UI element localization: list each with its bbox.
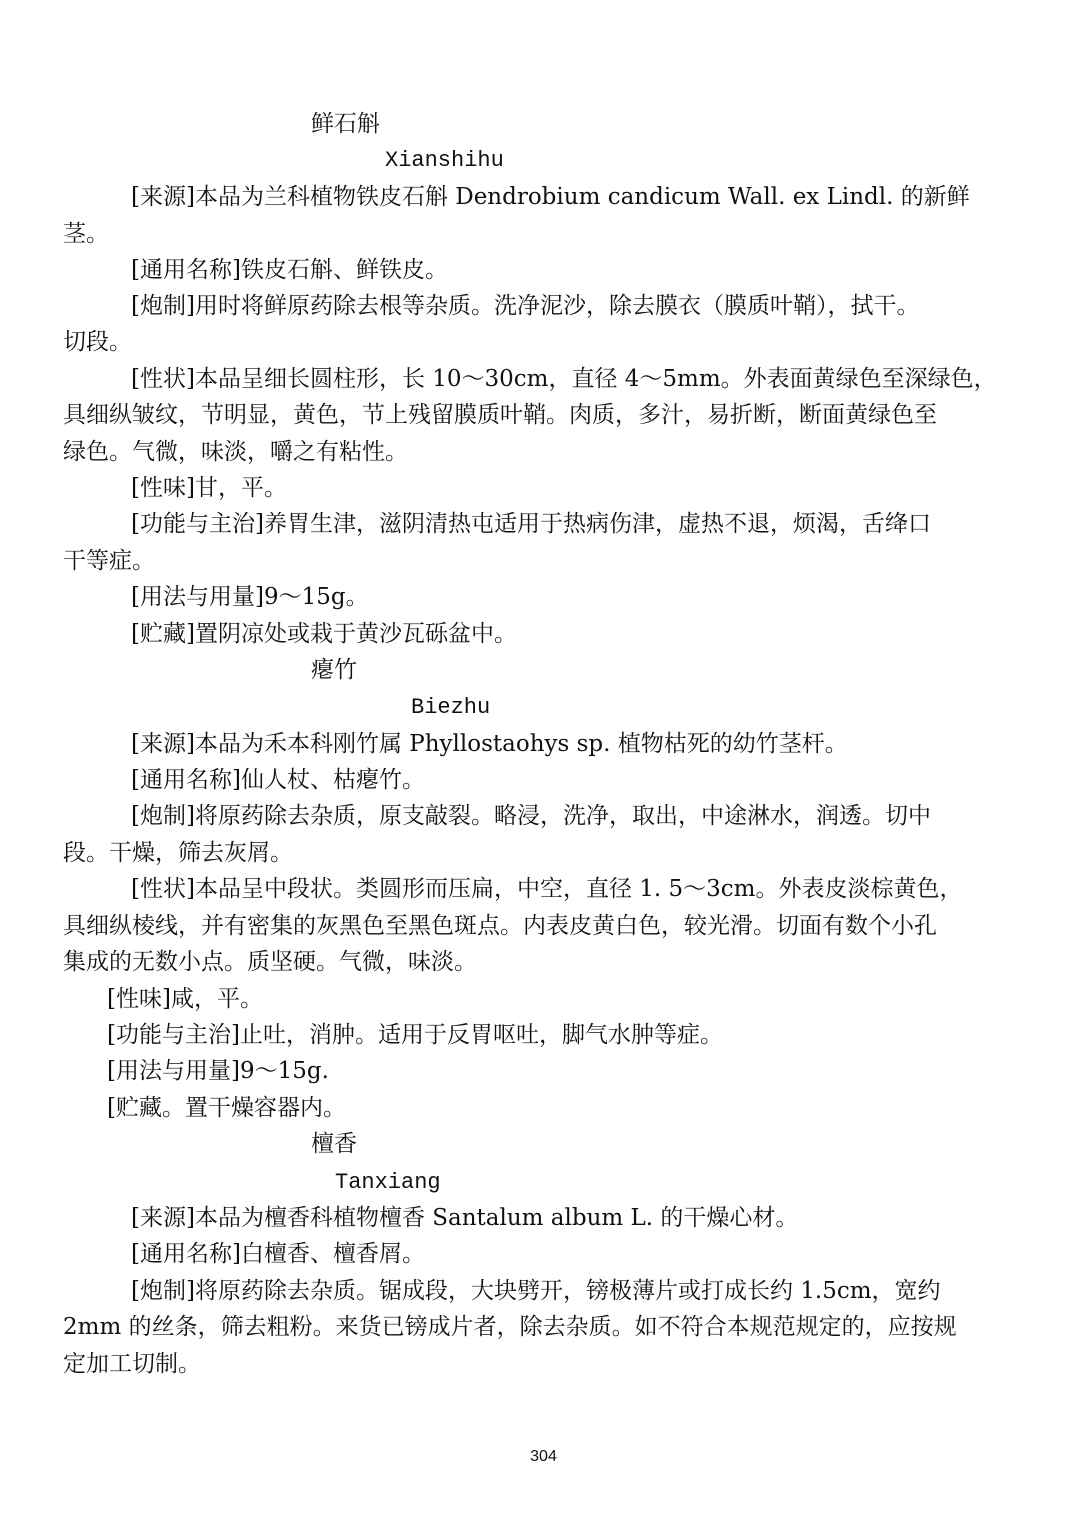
paragraph-line: [贮藏]置阴凉处或栽于黄沙瓦砾盆中。	[131, 621, 517, 647]
herb-pinyin-tanxiang: Tanxiang	[335, 1170, 441, 1195]
paragraph-line: [通用名称]白檀香、檀香屑。	[131, 1241, 425, 1267]
paragraph-line: [炮制]将原药除去杂质，原支敲裂。略浸，洗净，取出，中途淋水，润透。切中	[131, 803, 931, 829]
paragraph-line: 段。干燥，筛去灰屑。	[63, 840, 293, 866]
paragraph-line: 定加工切制。	[63, 1351, 201, 1377]
paragraph-line: [贮藏。置干燥容器内。	[107, 1095, 346, 1121]
page-number: 304	[530, 1448, 557, 1465]
paragraph-line: [来源]本品为禾本科刚竹属 Phyllostaohys sp. 植物枯死的幼竹茎杆。	[131, 731, 848, 757]
herb-pinyin-biezhu: Biezhu	[411, 695, 491, 720]
paragraph-line: [功能与主治]养胃生津，滋阴清热屯适用于热病伤津，虚热不退，烦渴，舌绛口	[131, 511, 931, 537]
paragraph-line: 集成的无数小点。质坚硬。气微，味淡。	[63, 949, 477, 975]
paragraph-line: [性状]本品呈中段状。类圆形而压扁，中空，直径 1. 5～3cm。外表皮淡棕黄色，	[131, 876, 963, 902]
paragraph-line: [性味]甘，平。	[131, 475, 287, 501]
paragraph-line: [来源]本品为兰科植物铁皮石斛 Dendrobium candicum Wall. ex Lindl. 的新鲜	[131, 184, 970, 210]
herb-title-xianshihu: 鲜石斛	[311, 111, 380, 137]
paragraph-line: [炮制]将原药除去杂质。锯成段，大块劈开，镑极薄片或打成长约 1.5cm，宽约	[131, 1278, 941, 1304]
paragraph-line: [通用名称]铁皮石斛、鲜铁皮。	[131, 257, 448, 283]
paragraph-line: 2mm 的丝条，筛去粗粉。来货已镑成片者，除去杂质。如不符合本规范规定的，应按规	[63, 1314, 957, 1340]
paragraph-line: [来源]本品为檀香科植物檀香 Santalum album L. 的干燥心材。	[131, 1205, 799, 1231]
paragraph-line: 干等症。	[63, 548, 155, 574]
paragraph-line: 切段。	[63, 329, 132, 355]
paragraph-line: 具细纵皱纹，节明显，黄色，节上残留膜质叶鞘。肉质，多汁，易折断，断面黄绿色至	[63, 402, 937, 428]
herb-pinyin-xianshihu: Xianshihu	[385, 148, 504, 173]
paragraph-line: [用法与用量]9～15g.	[107, 1058, 329, 1084]
paragraph-line: [性状]本品呈细长圆柱形，长 10～30cm，直径 4～5mm。外表面黄绿色至深绿色，	[131, 366, 997, 392]
paragraph-line: [功能与主治]止吐，消肿。适用于反胃呕吐，脚气水肿等症。	[107, 1022, 723, 1048]
paragraph-line: 绿色。气微，味淡，嚼之有粘性。	[63, 439, 408, 465]
paragraph-line: 具细纵棱线，并有密集的灰黑色至黑色斑点。内表皮黄白色，较光滑。切面有数个小孔	[63, 913, 937, 939]
paragraph-line: [性味]咸，平。	[107, 986, 263, 1012]
paragraph-line: 茎。	[63, 221, 109, 247]
herb-title-tanxiang: 檀香	[311, 1131, 357, 1157]
paragraph-line: [炮制]用时将鲜原药除去根等杂质。洗净泥沙，除去膜衣（膜质叶鞘），拭干。	[131, 293, 920, 319]
paragraph-line: [通用名称]仙人杖、枯瘪竹。	[131, 767, 425, 793]
paragraph-line: [用法与用量]9～15g。	[131, 584, 369, 610]
herb-title-biezhu: 瘪竹	[311, 657, 357, 683]
